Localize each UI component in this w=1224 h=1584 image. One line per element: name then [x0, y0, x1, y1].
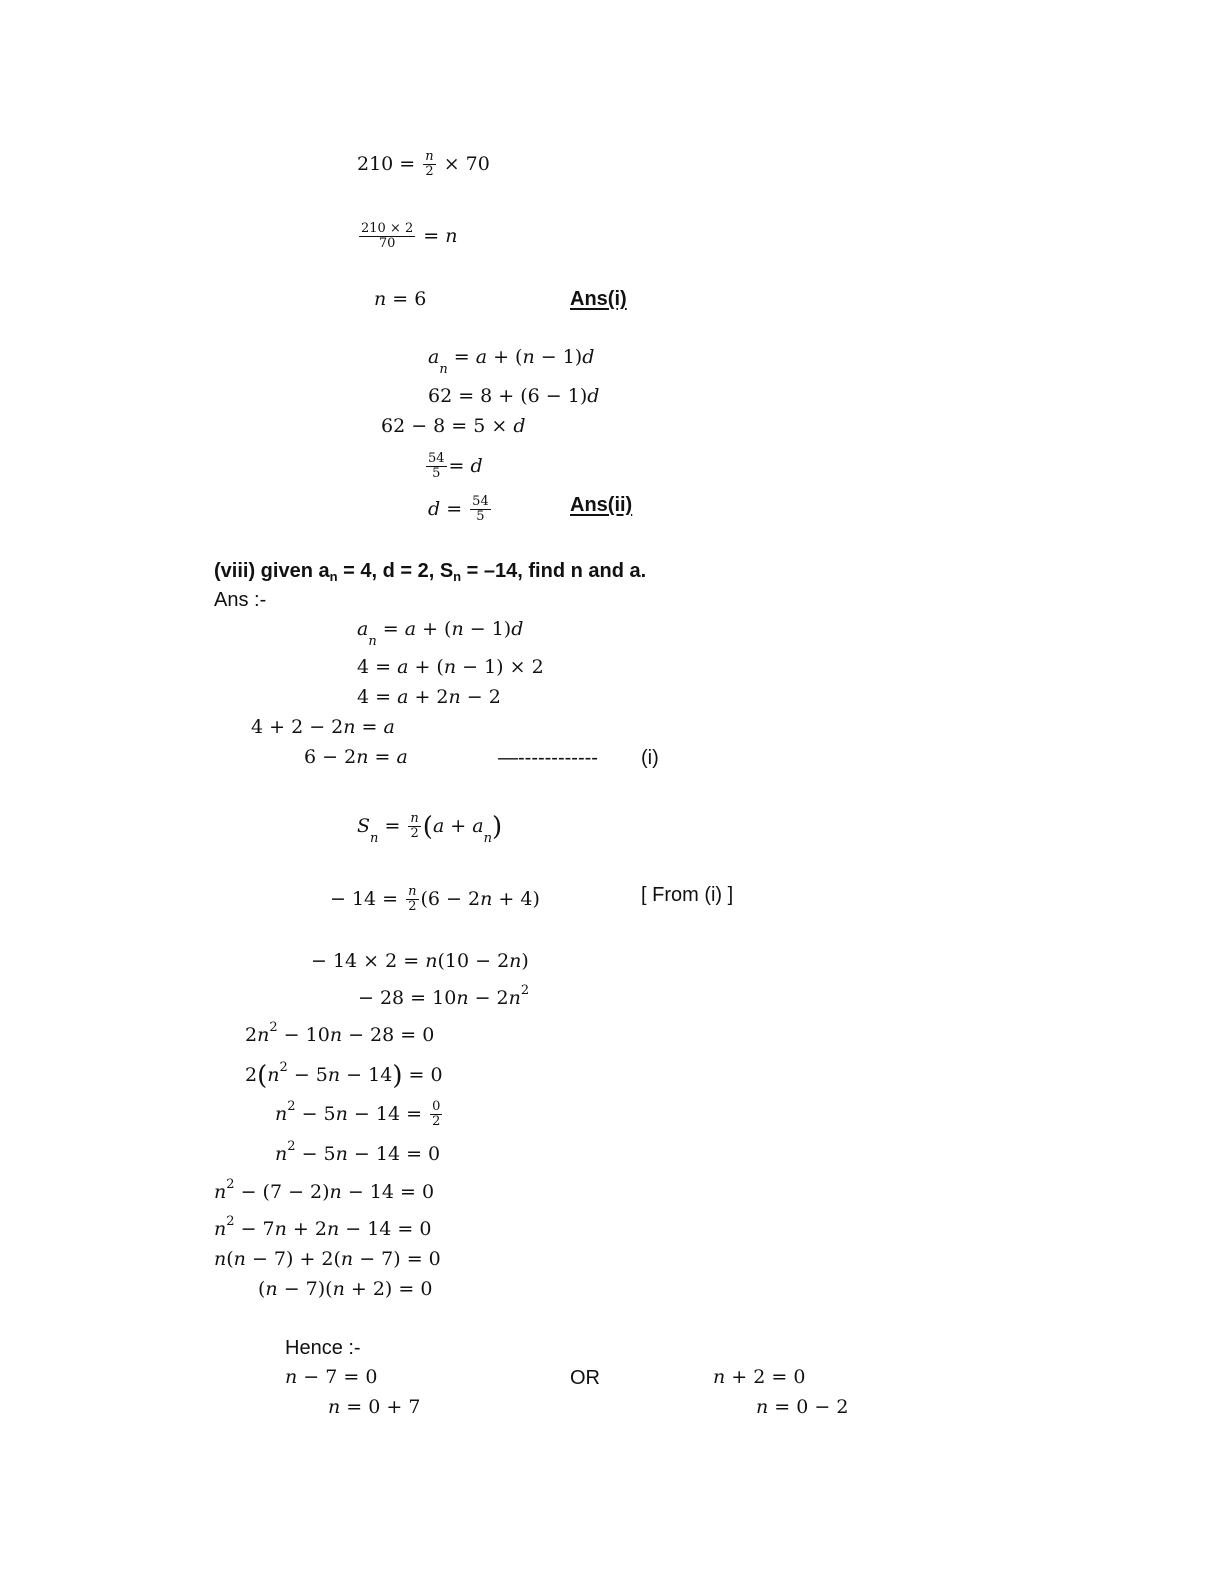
equation-line: $n^2 - 5n - 14 = 0$	[275, 1139, 441, 1165]
equation-line: 6 − 2n = a	[304, 746, 408, 768]
answer-label: Ans :-	[214, 589, 267, 611]
equation-line: n = 0 + 7	[328, 1396, 421, 1418]
equation-line: $2(n^2 - 5n - 14) = 0$	[245, 1060, 443, 1091]
equation-line: $n^2 - 5n - 14$ = $\frac{0}{2}$	[275, 1098, 441, 1130]
equation-line: 62 − 8 = 5 × d	[381, 415, 526, 437]
or-label: OR	[570, 1367, 600, 1389]
dash-separator: —------------	[498, 747, 598, 769]
from-reference: [ From (i) ]	[641, 884, 734, 906]
equation-line: n + 2 = 0	[713, 1366, 806, 1388]
equation-line: $\frac{210 \times 2}{70}$ = n	[361, 221, 458, 252]
equation-line: n(n − 7) + 2(n − 7) = 0	[214, 1248, 441, 1270]
equation-line: d = $\frac{54}{5}$	[428, 494, 489, 525]
equation-line: n = 0 − 2	[756, 1396, 849, 1418]
equation-line: (n − 7)(n + 2) = 0	[258, 1278, 433, 1300]
equation-line: $n^2 - (7 - 2)n - 14 = 0$	[214, 1177, 435, 1203]
answer-label-ii: Ans(ii)	[570, 494, 633, 516]
equation-line: 62 = 8 + (6 − 1)d	[428, 385, 600, 407]
equation-line: − 14 = $\frac{n}{2}$ (6 − 2n + 4)	[330, 884, 540, 915]
equation-label: (i)	[641, 747, 659, 769]
equation-line: $\frac{54}{5}$ = d	[428, 451, 483, 482]
equation-line: n − 7 = 0	[285, 1366, 378, 1388]
equation-line: $2n^2 - 10n - 28 = 0$	[245, 1020, 435, 1046]
equation-line: 4 = a + (n − 1) × 2	[357, 656, 544, 678]
answer-label-i: Ans(i)	[570, 288, 627, 310]
equation-line: $S_n$ = $\frac{n}{2}$ $(a + a_n)$	[357, 811, 503, 846]
equation-line: $a_n = a + (n - 1)d$	[357, 618, 524, 649]
equation-line: n = 6	[374, 288, 427, 310]
equation-line: $a_n = a + (n - 1)d$	[428, 346, 595, 377]
equation-line: − $28 = 10n - 2n^2$	[358, 983, 530, 1009]
question-heading: (viii) given $a_n = 4$, d = 2, $S_n = -14$, find n and a.	[214, 560, 647, 584]
equation-line: − 14 × 2 = n(10 − 2n)	[311, 950, 529, 972]
equation-line: 4 + 2 − 2n = a	[251, 716, 395, 738]
hence-label: Hence :-	[285, 1337, 361, 1359]
equation-line: 4 = a + 2n − 2	[357, 686, 501, 708]
equation-line: $n^2 - 7n + 2n - 14 = 0$	[214, 1214, 432, 1240]
equation-line: 210 = $\frac{n}{2}$ × 70	[357, 149, 490, 180]
